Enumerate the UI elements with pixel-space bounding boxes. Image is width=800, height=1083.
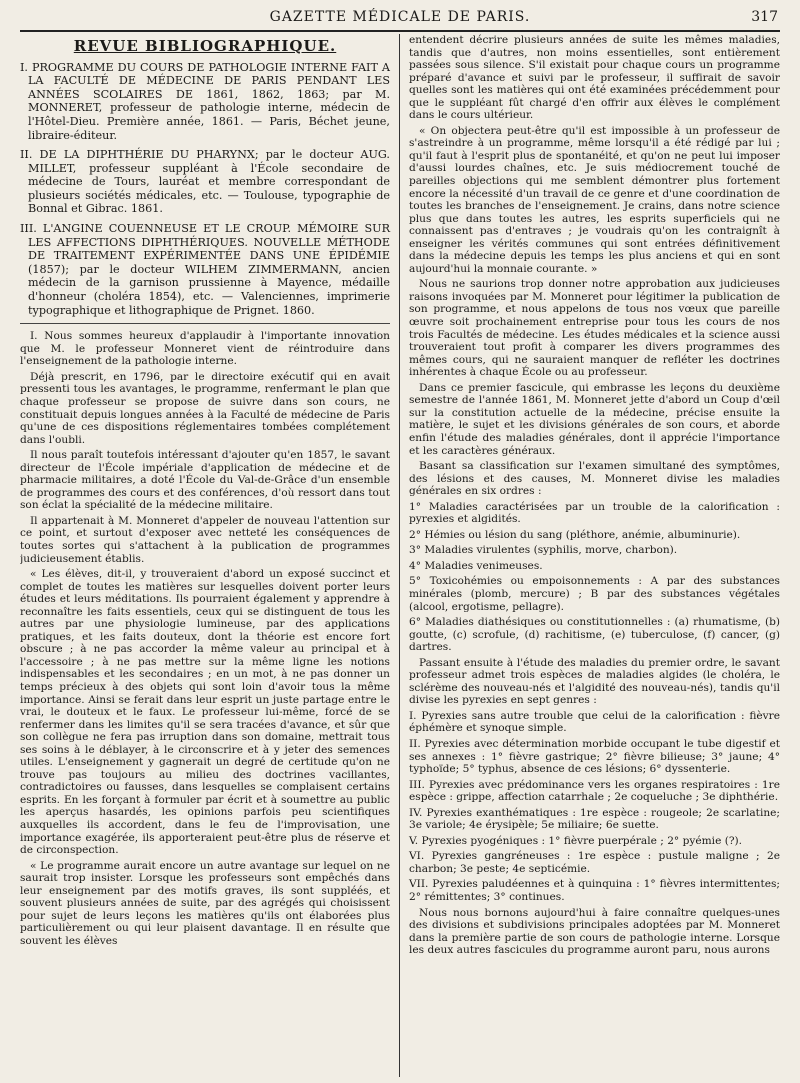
- page-number: 317: [751, 9, 778, 25]
- right-column: [400, 34, 780, 1077]
- list-item: V. Pyrexies pyogéniques : 1° fièvre puerpérale ; 2° pyémie (?).: [409, 834, 743, 847]
- paragraph: Il nous paraît toutefois intéressant d'ajouter qu'en 1857, le savant directeur de l'École impériale d'application de médecine et de pharmacie militaires, a doté l'École du Val-de-Grâce d'un ensemble de programmes des cours et des conférences, d'où ressort dans tout son éclat la spécialité de la médecine militaire.: [20, 449, 390, 512]
- list-item: VI. Pyrexies gangréneuses : 1re espèce : pustule maligne ; 2e charbon; 3e peste; 4e septicémie.: [409, 850, 780, 875]
- paragraph: Dans ce premier fascicule, qui embrasse les leçons du deuxième semestre de l'année 1861, M. Monneret jette d'abord un Coup d'œil sur la constitution actuelle de la médecine, précise ensuite la matière, le sujet et les divisions générales de son cours, et aborde enfin l'étude des maladies générales, dont il apprécie l'importance et les caractères généraux.: [409, 381, 780, 457]
- running-title: GAZETTE MÉDICALE DE PARIS.: [269, 9, 531, 25]
- paragraph: Nous nous bornons aujourd'hui à faire connaître quelques-unes des divisions et subdivisions principales adoptées par M. Monneret dans la première partie de son cours de pathologie interne. Lorsque les deux autres fascicules du programme auront paru, nous aurons: [409, 906, 780, 957]
- list-item: I. Pyrexies sans autre trouble que celui de la calorification : fièvre éphémère et synoque simple.: [409, 709, 780, 735]
- list-item: 6° Maladies diathésiques ou constitutionnelles : (a) rhumatisme, (b) goutte, (c) scrofule, (d) rachitisme, (e) tuberculose, (f) cancer, (g) dartres.: [409, 616, 780, 654]
- paragraph: Nous ne saurions trop donner notre approbation aux judicieuses raisons invoquées par M. Monneret pour légitimer la publication de son programme, et nous appelons de tous nos vœux que pareille œuvre soit prochainement entreprise pour tous les cours de nos trois Facultés de médecine. Les études médicales et la science aussi trouveraient tout profit à comparer les divers programmes des mêmes cours, qui ne sauraient manquer de refléter les doctrines inhérentes à chaque École ou au professeur.: [409, 278, 780, 379]
- paragraph: « Le programme aurait encore un autre avantage sur lequel on ne saurait trop insister. Lorsque les professeurs sont empêchés dans leur enseignement par des motifs graves, ils sont suppléés, et souvent plusieurs années de suite, par des agrégés qui choisissent pour sujet de leurs leçons les matières qu'ils ont élaborées plus particulièrement ou qui leur plaisent davantage. Il en résulte que souvent les élèves: [20, 859, 390, 947]
- list-item: 2° Hémies ou lésion du sang (pléthore, anémie, albuminurie).: [409, 528, 741, 541]
- list-item: 1° Maladies caractérisées par un trouble de la calorification : pyrexies et algidités.: [409, 500, 780, 526]
- divider: [20, 323, 390, 324]
- list-item: IV. Pyrexies exanthématiques : 1re espèce : rougeole; 2e scarlatine; 3e variole; 4e érysipèle; 5e miliaire; 6e suette.: [409, 806, 780, 832]
- paragraph: Passant ensuite à l'étude des maladies du premier ordre, le savant professeur admet trois espèces de maladies algides (le choléra, le sclérème des nouveau-nés et l'algidité des nouveau-nés), tandis qu'il divise les pyrexies en sept genres :: [409, 656, 780, 707]
- page-header: [20, 6, 780, 32]
- section-title: REVUE BIBLIOGRAPHIQUE.: [73, 37, 337, 55]
- list-item: 5° Toxicohémies ou empoisonnements : A par des substances minérales (plomb, mercure) ; B par des substances végétales (alcool, ergotisme, pellagre).: [409, 575, 780, 613]
- list-item: II. Pyrexies avec détermination morbide occupant le tube digestif et ses annexes : 1° fièvre gastrique; 2° fièvre bilieuse; 3° jaune; 4° typhoïde; 5° typhus, absence de ces lésions; 6° dyssenterie.: [409, 737, 780, 776]
- biblio-entry: I. PROGRAMME DU COURS DE PATHOLOGIE INTERNE FAIT A LA FACULTÉ DE MÉDECINE DE PARIS PENDANT LES ANNÉES SCOLAIRES DE 1861, 1862, 1863; par M. MONNERET, professeur de pathologie interne, médecin de l'Hôtel-Dieu. Première année, 1861. — Paris, Béchet jeune, libraire-éditeur.: [20, 60, 390, 142]
- list-item: III. Pyrexies avec prédominance vers les organes respiratoires : 1re espèce : grippe, affection catarrhale ; 2e coqueluche ; 3e diphthérie.: [409, 778, 780, 804]
- disease-orders-list: [409, 501, 780, 654]
- list-item: VII. Pyrexies paludéennes et à quinquina : 1° fièvres intermittentes; 2° rémittentes; 3° continues.: [409, 878, 780, 903]
- paragraph: I. Nous sommes heureux d'applaudir à l'importante innovation que M. le professeur Monneret vient de réintroduire dans l'enseignement de la pathologie interne.: [20, 330, 390, 368]
- biblio-entry: II. DE LA DIPHTHÉRIE DU PHARYNX; par le docteur AUG. MILLET, professeur suppléant à l'École secondaire de médecine de Tours, lauréat et membre correspondant de plusieurs sociétés médicales, etc. — Toulouse, typographie de Bonnal et Gibrac. 1861.: [20, 148, 390, 216]
- paragraph: entendent décrire plusieurs années de suite les mêmes maladies, tandis que d'autres, non moins essentielles, sont entièrement passées sous silence. S'il existait pour chaque cours un programme préparé d'avance et suivi par le professeur, il suffirait de savoir quelles sont les matières qui ont été examinées précédemment pour que le suppléant fût chargé d'en offrir aux élèves le complément dans le cours ultérieur.: [409, 34, 780, 122]
- list-item: 4° Maladies venimeuses.: [409, 559, 543, 572]
- paragraph: « On objectera peut-être qu'il est impossible à un professeur de s'astreindre à un programme, même lorsqu'il a été rédigé par lui ; qu'il faut à l'esprit plus de spontanéité, et qu'on ne peut lui imposer d'aussi lourdes chaînes, etc. Je suis médiocrement touché de pareilles objections qui me semblent démontrer plus fortement encore la nécessité d'un travail de ce genre et d'une coordination de toutes les branches de l'enseignement. Je crains, dans notre science plus que dans toutes les autres, les esprits superficiels qui ne connaissent pas d'entraves ; je voudrais qu'on les contraignît à enseigner les vérités communes qui sont entrées définitivement dans la médecine depuis les temps les plus anciens et qui en sont aujourd'hui la monnaie courante. »: [409, 124, 780, 275]
- paragraph: Il appartenait à M. Monneret d'appeler de nouveau l'attention sur ce point, et surtout d'exposer avec netteté les conséquences de toutes sortes qui s'attachent à la publication de programmes judicieusement établis.: [20, 514, 390, 565]
- paragraph: Déjà prescrit, en 1796, par le directoire exécutif qui en avait pressenti tous les avantages, le programme, renfermant le plan que chaque professeur se propose de suivre dans son cours, ne constituait depuis longues années à la Faculté de médecine de Paris qu'une de ces dispositions réglementaires tombées complétement dans l'oubli.: [20, 370, 390, 446]
- left-column: [20, 34, 400, 1077]
- biblio-entry: III. L'ANGINE COUENNEUSE ET LE CROUP. MÉMOIRE SUR LES AFFECTIONS DIPHTHÉRIQUES. NOUVELLE MÉTHODE DE TRAITEMENT EXPÉRIMENTÉE DANS UNE ÉPIDÉMIE (1857); par le docteur WILHEM ZIMMERMANN, ancien médecin de la garnison prussienne à Mayence, médaille d'honneur (choléra 1854), etc. — Valenciennes, imprimerie typographique et lithographique de Prignet. 1860.: [20, 222, 390, 317]
- paragraph: Basant sa classification sur l'examen simultané des symptômes, des lésions et des causes, M. Monneret divise les maladies générales en six ordres :: [409, 460, 780, 498]
- two-column-body: [20, 34, 780, 1077]
- pyrexies-list: [409, 710, 780, 904]
- paragraph: « Les élèves, dit-il, y trouveraient d'abord un exposé succinct et complet de toutes les matières sur lesquelles doivent porter leurs études et leurs méditations. Ils pourraient également y apprendre à reconnaître les faits essentiels, ceux qui se distinguent de tous les autres par une physiologie lumineuse, par des applications pratiques, et les faits douteux, dont la théorie est encore fort obscure ; à ne pas accorder la même valeur au principal et à l'accessoire ; à ne pas mettre sur la même ligne les notions indispensables et les secondaires ; en un mot, à ne pas donner un temps précieux à des objets qui sont loin d'avoir tous la même importance. Ainsi se ferait dans leur esprit un juste partage entre le vrai, le douteux et le faux. Le professeur lui-même, forcé de se renfermer dans les limites qu'il se sera tracées d'avance, et sûr que son collègue ne fera pas irruption dans son domaine, mettrait tous ses soins à le déblayer, à le circonscrire et à y jeter des semences utiles. L'enseignement y gagnerait un degré de certitude qu'on ne trouve pas toujours au milieu des doctrines vacillantes, contradictoires ou fausses, dans lesquelles se complaisent certains esprits. En les forçant à formuler par écrit et à soumettre au public les aperçus hasardés, les opinions parfois peu scientifiques auxquelles ils accordent, dans le feu de l'improvisation, une importance exagérée, ils apporteraient peut-être plus de réserve et de circonspection.: [20, 568, 390, 857]
- list-item: 3° Maladies virulentes (syphilis, morve, charbon).: [409, 544, 678, 557]
